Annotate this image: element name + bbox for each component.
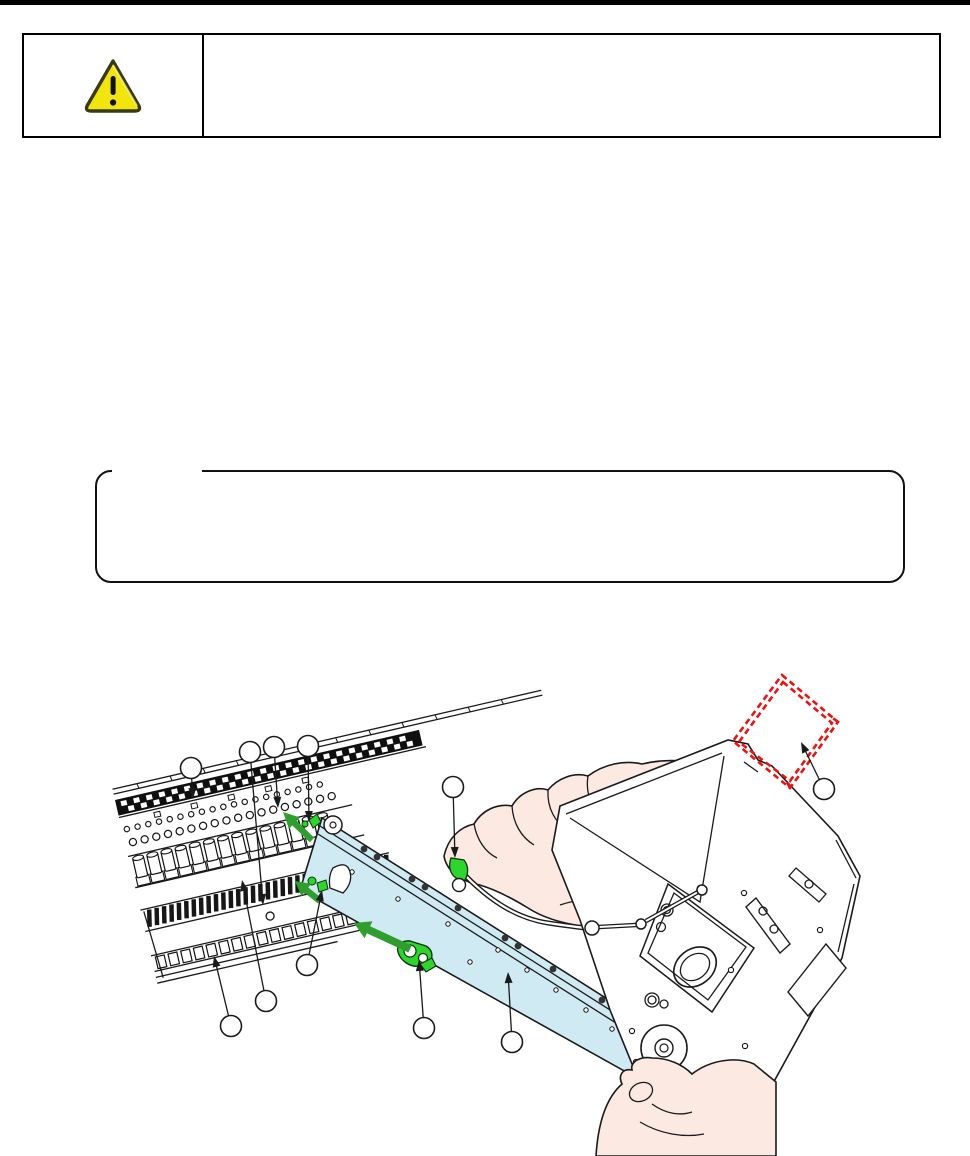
handle-eyelet	[585, 921, 599, 935]
callout-balloon	[221, 1016, 242, 1037]
callout-balloon	[414, 1018, 435, 1039]
callout-balloon	[298, 736, 319, 757]
callout-balloon	[264, 737, 285, 758]
callout-balloon	[814, 779, 835, 800]
callout-balloon	[256, 991, 277, 1012]
callout-balloon	[297, 955, 318, 976]
green-dot	[302, 821, 308, 827]
lower-hand	[596, 1058, 776, 1156]
callout-balloon	[240, 742, 261, 763]
callout-balloon	[181, 758, 202, 779]
callout-balloon	[443, 777, 464, 798]
callout-balloon	[502, 1032, 523, 1053]
